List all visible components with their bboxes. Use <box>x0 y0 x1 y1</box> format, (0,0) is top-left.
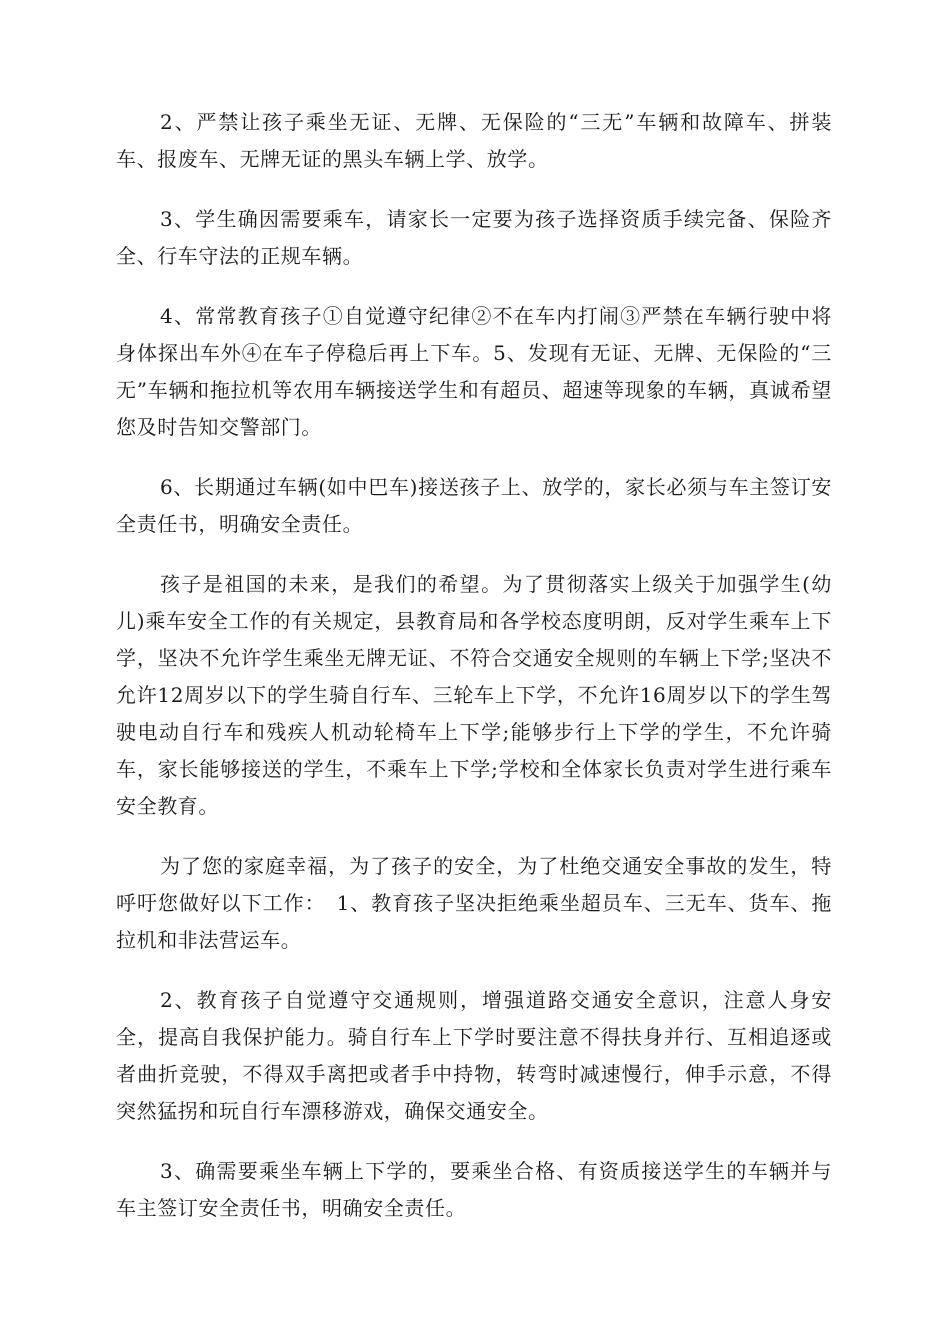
paragraph-appeal-item-1: 为了您的家庭幸福，为了孩子的安全，为了杜绝交通安全事故的发生，特呼吁您做好以下工作： 1、教育孩子坚决拒绝乘坐超员车、三无车、货车、拖拉机和非法营运车。 <box>116 854 832 952</box>
paragraph-item-2-no-unlicensed-vehicles: 2、严禁让孩子乘坐无证、无牌、无保险的“三无”车辆和故障车、拼装车、报废车、无牌无证的黑头车辆上学、放学。 <box>116 110 832 171</box>
paragraph-policy-statement: 孩子是祖国的未来，是我们的希望。为了贯彻落实上级关于加强学生(幼儿)乘车安全工作的有关规定，县教育局和各学校态度明朗，反对学生乘车上下学，坚决不允许学生乘坐无牌无证、不符合交通安全规则的车辆上下学;坚决不允许12周岁以下的学生骑自行车、三轮车上下学，不允许16周岁以下的学生驾驶电动自行车和残疾人机动轮椅车上下学;能够步行上下学的学生，不允许骑车，家长能够接送的学生，不乘车上下学;学校和全体家长负责对学生进行乘车安全教育。 <box>116 572 832 818</box>
paragraph-item-3-choose-proper-vehicle: 3、学生确因需要乘车，请家长一定要为孩子选择资质手续完备、保险齐全、行车守法的正规车辆。 <box>116 207 832 268</box>
paragraph-item-6-sign-responsibility: 6、长期通过车辆(如中巴车)接送孩子上、放学的，家长必须与车主签订安全责任书，明确安全责任。 <box>116 475 832 536</box>
paragraph-appeal-item-3: 3、确需要乘坐车辆上下学的，要乘坐合格、有资质接送学生的车辆并与车主签订安全责任书，明确安全责任。 <box>116 1159 832 1220</box>
paragraph-appeal-item-2: 2、教育孩子自觉遵守交通规则，增强道路交通安全意识，注意人身安全，提高自我保护能力。骑自行车上下学时要注意不得扶身并行、互相追逐或者曲折竞驶，不得双手离把或者手中持物，转弯时减速慢行，伸手示意，不得突然猛拐和玩自行车漂移游戏，确保交通安全。 <box>116 988 832 1123</box>
document-body <box>116 104 832 1250</box>
paragraph-item-4-5-educate-and-report: 4、常常教育孩子①自觉遵守纪律②不在车内打闹③严禁在车辆行驶中将身体探出车外④在车子停稳后再上下车。5、发现有无证、无牌、无保险的“三无”车辆和拖拉机等农用车辆接送学生和有超员、超速等现象的车辆，真诚希望您及时告知交警部门。 <box>116 304 832 439</box>
